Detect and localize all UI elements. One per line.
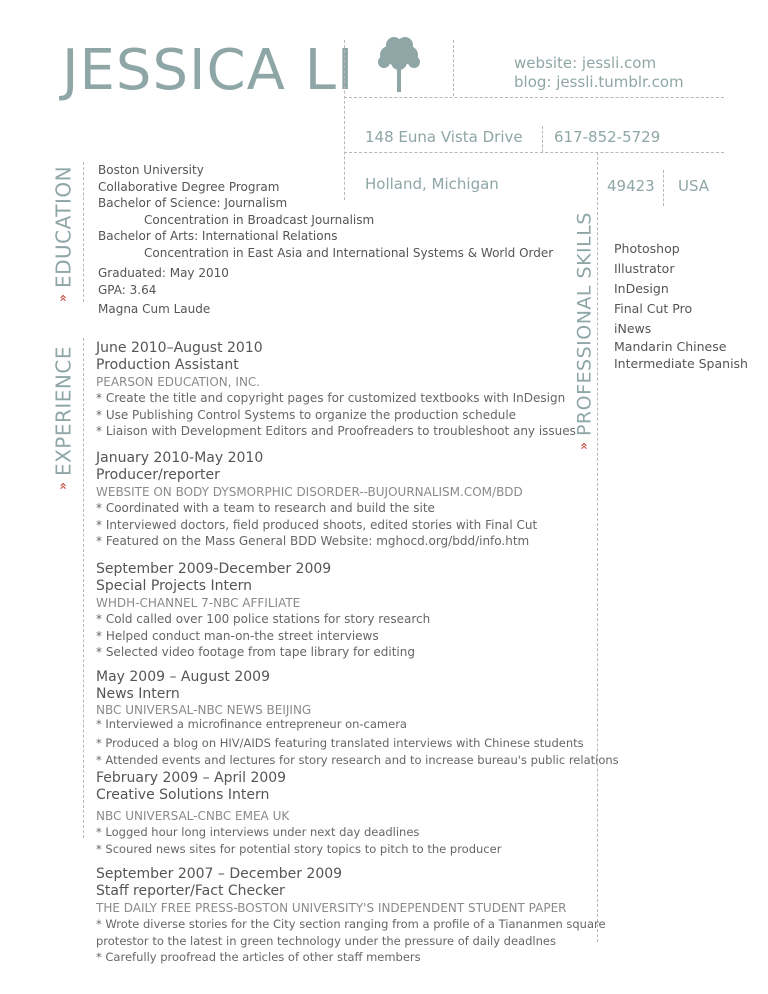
job-title: Creative Solutions Intern <box>96 787 270 803</box>
experience-heading: »EXPERIENCE <box>51 346 76 490</box>
education-line: Bachelor of Science: Journalism <box>98 196 288 210</box>
job-bullet: * Interviewed doctors, field produced shoots, edited stories with Final Cut <box>96 517 538 532</box>
job-title: News Intern <box>96 686 180 702</box>
job-organization: THE DAILY FREE PRESS-BOSTON UNIVERSITY'S INDEPENDENT STUDENT PAPER <box>96 901 567 915</box>
job-bullet: * Produced a blog on HIV/AIDS featuring translated interviews with Chinese students <box>96 736 584 750</box>
education-section <box>98 162 553 318</box>
job-bullet: * Selected video footage from tape library for editing <box>96 645 415 659</box>
job-bullet: * Attended events and lectures for story research and to increase bureau's public relations <box>96 752 619 767</box>
experience-entry <box>96 866 606 966</box>
divider-line <box>542 126 543 152</box>
job-title: Producer/reporter <box>96 467 220 483</box>
job-organization: WEBSITE ON BODY DYSMORPHIC DISORDER--BUJOURNALISM.COM/BDD <box>96 485 523 499</box>
skill-item: Photoshop <box>614 241 680 256</box>
education-line: Collaborative Degree Program <box>98 179 280 194</box>
chevron-icon: » <box>577 444 592 450</box>
job-title: Staff reporter/Fact Checker <box>96 883 285 899</box>
job-bullet: * Helped conduct man-on-the street interviews <box>96 628 379 643</box>
skills-list <box>614 239 748 372</box>
divider-line <box>83 338 84 838</box>
honors: Magna Cum Laude <box>98 302 211 316</box>
job-date: February 2009 – April 2009 <box>96 770 287 786</box>
skill-item: Final Cut Pro <box>614 301 693 316</box>
job-bullet: * Use Publishing Control Systems to organize the production schedule <box>96 407 517 422</box>
tree-logo-icon <box>374 36 424 94</box>
education-heading: »EDUCATION <box>51 165 76 302</box>
job-bullet: protestor to the latest in green technology under the pressure of daily deadlnes <box>96 933 556 948</box>
education-line: Concentration in Broadcast Journalism <box>144 212 375 227</box>
experience-entry <box>96 450 537 550</box>
chevron-icon: » <box>56 296 71 302</box>
job-bullet: * Logged hour long interviews under next day deadlines <box>96 825 420 839</box>
job-organization: WHDH-CHANNEL 7-NBC AFFILIATE <box>96 596 301 610</box>
zip-code: 49423 <box>607 177 655 195</box>
job-date: June 2010–August 2010 <box>96 340 263 356</box>
skills-heading: »PROFESSIONAL SKILLS <box>573 212 596 450</box>
job-date: May 2009 – August 2009 <box>96 669 270 685</box>
skill-item: Intermediate Spanish <box>614 355 748 371</box>
divider-line <box>83 162 84 302</box>
city: Holland, Michigan <box>365 175 499 193</box>
experience-entry <box>96 669 619 768</box>
job-bullet: * Liaison with Development Editors and Proofreaders to troubleshoot any issues <box>96 424 576 438</box>
job-organization: PEARSON EDUCATION, INC. <box>96 375 261 389</box>
skill-item: Illustrator <box>614 261 675 276</box>
skill-item: Mandarin Chinese <box>614 339 727 354</box>
experience-entry <box>96 770 501 857</box>
resume-name: JESSICA LI <box>62 38 355 103</box>
job-date: September 2007 – December 2009 <box>96 866 343 882</box>
skill-item: iNews <box>614 321 652 336</box>
website-link[interactable]: website: jessli.com <box>514 54 657 72</box>
job-bullet: * Scoured news sites for potential story topics to pitch to the producer <box>96 841 502 856</box>
skill-item: InDesign <box>614 281 669 296</box>
job-title: Special Projects Intern <box>96 578 253 594</box>
divider-line <box>344 97 724 98</box>
divider-line <box>344 152 724 153</box>
job-bullet: * Interviewed a microfinance entrepreneur on-camera <box>96 717 407 731</box>
chevron-icon: » <box>56 484 71 490</box>
graduation-date: Graduated: May 2010 <box>98 266 229 280</box>
job-organization: NBC UNIVERSAL-CNBC EMEA UK <box>96 809 290 823</box>
gpa: GPA: 3.64 <box>98 282 157 297</box>
divider-line <box>597 152 598 942</box>
job-date: January 2010-May 2010 <box>96 450 264 466</box>
country: USA <box>678 177 710 195</box>
education-line: Bachelor of Arts: International Relations <box>98 229 338 243</box>
blog-link[interactable]: blog: jessli.tumblr.com <box>514 73 684 91</box>
divider-line <box>663 170 664 206</box>
divider-line <box>453 40 454 96</box>
job-bullet: * Create the title and copyright pages for customized textbooks with InDesign <box>96 391 566 405</box>
experience-entry <box>96 340 576 440</box>
job-bullet: * Wrote diverse stories for the City section ranging from a profile of a Tiananmen square <box>96 917 606 931</box>
job-bullet: * Carefully proofread the articles of other staff members <box>96 950 421 964</box>
phone-number: 617-852-5729 <box>554 128 661 146</box>
street-address: 148 Euna Vista Drive <box>365 128 523 146</box>
job-bullet: * Cold called over 100 police stations for story research <box>96 612 431 626</box>
job-title: Production Assistant <box>96 357 239 373</box>
experience-entry <box>96 561 430 661</box>
education-line: Boston University <box>98 163 204 177</box>
job-bullet: * Coordinated with a team to research and build the site <box>96 501 435 515</box>
education-line: Concentration in East Asia and International Systems & World Order <box>144 245 554 260</box>
job-bullet: * Featured on the Mass General BDD Website: mghocd.org/bdd/info.htm <box>96 534 530 548</box>
job-date: September 2009-December 2009 <box>96 561 332 577</box>
job-organization: NBC UNIVERSAL-NBC NEWS BEIJING <box>96 703 312 717</box>
